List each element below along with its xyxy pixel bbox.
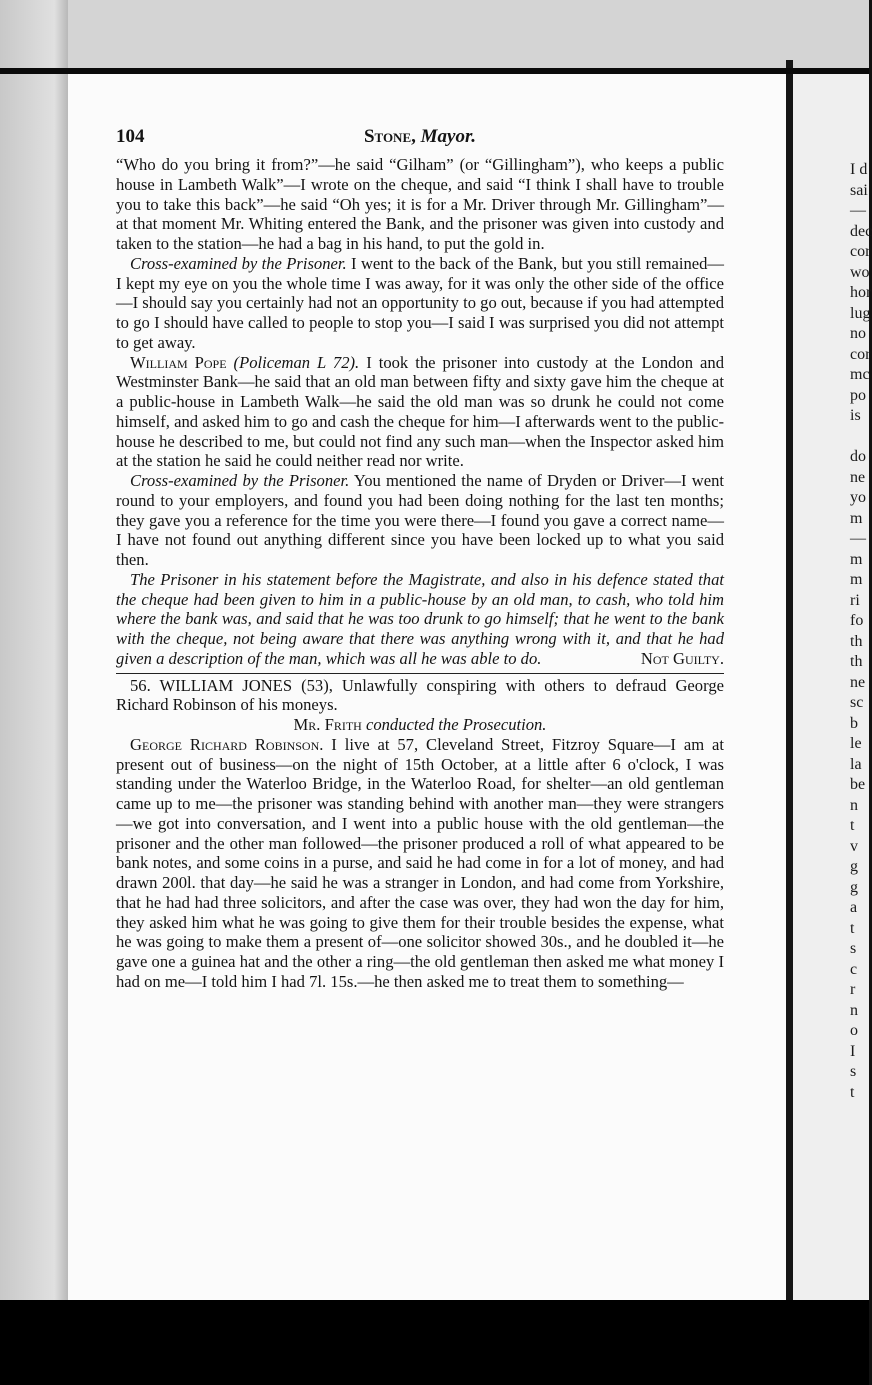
facing-page-fragment: n xyxy=(850,1001,858,1019)
witness-testimony: I live at 57, Cleveland Street, Fitzroy Square—I am at present out of business—on the night of 15th October, at a little after 6 o'clock, I was standing under the Waterloo Bridge, in the Waterloo Road, for shelter—an old gentleman came up to me—the prisoner was standing behind with another man—they were strangers—we got into conversation, and I went into a public house with the old gentleman—the prisoner and the other man followed—the prisoner produced a roll of what appeared to be bank notes, and some coins in a purse, and said he had come in for a lot of money, and had drawn 200l. that day—he said he was a stranger in London, and had come from Yorkshire, that he had had three solicitors, and after the case was over, they had won the day for him, they asked him what he was going to give them for their trouble besides the expense, what he was going to make them a present of—one solicitor showed 30s., and he doubled it—he gave one a guinea hat and the other a ring—the old gentleman then asked me what money I had on me—I told him I had 7l. 15s.—he then asked me to treat them to something— xyxy=(116,734,724,991)
facing-page-fragment: t xyxy=(850,919,855,937)
facing-page-fragment: hor xyxy=(850,284,872,301)
facing-page-fragment: th xyxy=(850,632,863,650)
facing-page-fragment: yo xyxy=(850,489,866,506)
facing-page-fragment: a xyxy=(850,899,858,916)
page-number: 104 xyxy=(116,126,145,147)
paragraph-continuation: “Who do you bring it from?”—he said “Gilham” (or “Gillingham”), who keeps a public house in Lambeth Walk”—I wrote on the cheque, and said “I think I shall have to trouble you to take this back”—he said “Oh yes; it is for a Mr. Driver through Mr. Gillingham”—at that moment Mr. Whiting entered the Bank, and the prisoner was given into custody and taken to the station—he had a bag in his hand, to put the gold in. xyxy=(116,155,724,253)
facing-page-fragment: m xyxy=(850,509,863,527)
facing-page-fragment: cor xyxy=(850,345,871,363)
facing-page-fragment: o xyxy=(850,1022,858,1039)
facing-page-fragment: la xyxy=(850,755,862,773)
cross-examination-label: Cross-examined by the Prisoner. xyxy=(130,253,347,273)
paragraph-witness-pope xyxy=(116,353,724,472)
facing-page-fragment: t xyxy=(850,817,855,834)
scan-bottom-margin xyxy=(0,1300,869,1385)
paragraph-prisoner-statement xyxy=(116,570,724,669)
facing-page-fragment: ne xyxy=(850,468,866,486)
facing-page-fragment: — xyxy=(850,202,866,219)
prosecution-line xyxy=(116,715,724,735)
facing-page-fragment: I xyxy=(850,1042,856,1060)
case-heading: 56. WILLIAM JONES (53), Unlawfully conspiring with others to defraud George Richard Robinson of his moneys. xyxy=(116,675,724,715)
facing-page-fragment: cor xyxy=(850,243,871,260)
running-head-title: Mayor. xyxy=(420,126,477,147)
facing-page-fragment: lug xyxy=(850,304,871,322)
facing-page-fragment xyxy=(850,427,869,448)
facing-page-fragments xyxy=(850,160,872,1103)
witness-role: (Policeman L 72). xyxy=(233,352,360,372)
facing-page-fragment: r xyxy=(850,981,856,998)
facing-page-fragment: wo xyxy=(850,263,870,281)
facing-page-fragment: po xyxy=(850,386,866,404)
facing-page-fragment: m xyxy=(850,550,863,568)
scan-top-margin xyxy=(0,0,869,75)
facing-page-fragment: s xyxy=(850,940,857,957)
facing-page-fragment: mc xyxy=(850,366,870,383)
facing-page-fragment: s xyxy=(850,1063,857,1080)
cross-examination-label: Cross-examined by the Prisoner. xyxy=(130,471,350,490)
paragraph-cross-examination-2 xyxy=(116,471,724,570)
scan-left-edge xyxy=(0,0,68,1385)
facing-page-fragment: g xyxy=(850,878,858,896)
verdict: Not Guilty. xyxy=(640,648,724,668)
witness-name: William Pope xyxy=(130,352,227,372)
facing-page-fragment: dec xyxy=(850,222,872,240)
facing-page-fragment: fo xyxy=(850,612,864,629)
prosecutor-name: Mr. Frith xyxy=(293,715,362,734)
facing-page-fragment: sc xyxy=(850,694,864,711)
facing-page-fragment: — xyxy=(850,530,866,547)
facing-page-fragment: n xyxy=(850,796,858,814)
paragraph-witness-robinson xyxy=(116,735,724,992)
page-text-column xyxy=(116,115,724,992)
facing-page-fragment: ne xyxy=(850,673,866,691)
facing-page-fragment: le xyxy=(850,735,862,752)
section-divider xyxy=(116,673,724,674)
facing-page-fragment: be xyxy=(850,776,866,793)
page-gutter xyxy=(786,60,793,1310)
facing-page-fragment: c xyxy=(850,960,858,978)
facing-page-fragment: b xyxy=(850,714,858,732)
cross-examination-text: I went to the back of the Bank, but you still remained—I kept my eye on you the whole time I was away, for it was only the other side of the office—I should say you certainly had not an opportunity to go out, because if you had attempted to go I should have called to people to stop you—I said I was surprised you did not attempt to get away. xyxy=(116,253,725,352)
scan-top-shadow xyxy=(0,68,869,74)
facing-page-fragment: I d xyxy=(850,161,868,178)
facing-page-fragment: no xyxy=(850,325,866,342)
facing-page-fragment: sai xyxy=(850,181,868,199)
facing-page-fragment: v xyxy=(850,837,858,855)
prisoner-statement-text: The Prisoner in his statement before the Magistrate, and also in his defence stated that the cheque had been given to him in a public-house by an old man, to cash, who told him where the bank was, and said that he was too drunk to go himself; that he went to the bank with the cheque, not being aware that there was anything wrong with it, and that he had given a description of the man, which was all he was able to do. xyxy=(116,569,724,668)
facing-page-fragment: is xyxy=(850,407,861,424)
running-head xyxy=(116,127,724,147)
cross-examination-text: You mentioned the name of Dryden or Driver—I went round to your employers, and found you had been doing nothing for the last ten months; they gave you a reference for the time you were there—I found you gave a correct name—I have not found out anything different since you have been locked up to what you said then. xyxy=(116,471,724,569)
running-head-name: Stone, xyxy=(363,126,416,147)
page-header xyxy=(116,115,724,155)
facing-page-fragment: m xyxy=(850,571,863,588)
facing-page-fragment: t xyxy=(850,1083,855,1101)
facing-page-fragment: g xyxy=(850,858,858,875)
prosecution-text: conducted the Prosecution. xyxy=(365,715,547,734)
facing-page-fragment: th xyxy=(850,653,863,670)
witness-name: George Richard Robinson. xyxy=(130,734,324,754)
witness-testimony: I took the prisoner into custody at the London and Westminster Bank—he said that an old man between fifty and sixty gave him the cheque at a public-house in Lambeth Walk—he said the old man was so drunk he could not come himself, and asked him to go and cash the cheque for him—I afterwards went to the public-house he described to me, but could not find any such man—when the Inspector asked him at the station he said he could neither read nor write. xyxy=(116,352,725,471)
paragraph-cross-examination-1 xyxy=(116,254,724,353)
facing-page-fragment: do xyxy=(850,448,866,465)
facing-page-fragment: ri xyxy=(850,591,860,609)
